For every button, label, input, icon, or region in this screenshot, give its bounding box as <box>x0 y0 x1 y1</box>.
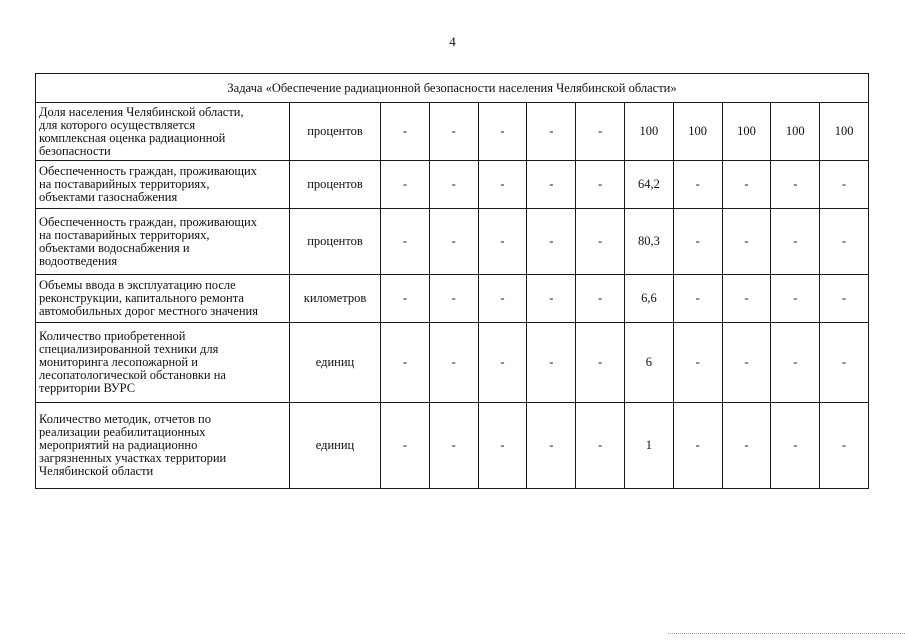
value-cell: - <box>576 403 625 489</box>
indicator-name-line: специализированной техники для <box>39 342 219 356</box>
value-cell: - <box>527 103 576 161</box>
table-row <box>36 323 869 403</box>
unit-cell: процентов <box>290 209 381 275</box>
value-cell: - <box>771 275 820 323</box>
value-cell: - <box>381 275 430 323</box>
value-cell: - <box>722 323 771 403</box>
value-cell: - <box>527 209 576 275</box>
value-cell: 6 <box>624 323 673 403</box>
value-cell: - <box>576 161 625 209</box>
unit-cell: километров <box>290 275 381 323</box>
value-cell: 1 <box>624 403 673 489</box>
indicator-name <box>36 209 290 275</box>
value-cell: - <box>673 323 722 403</box>
indicator-name-line: Доля населения Челябинской области, <box>39 104 244 119</box>
indicator-name-line: реализации реабилитационных <box>39 425 206 439</box>
value-cell: - <box>576 323 625 403</box>
indicator-name-line: Количество приобретенной <box>39 329 186 343</box>
value-cell: 100 <box>722 103 771 161</box>
indicator-name-line: Челябинской области <box>39 464 154 478</box>
value-cell: - <box>381 323 430 403</box>
indicator-name-line: Объемы ввода в эксплуатацию после <box>39 278 236 292</box>
table-row <box>36 103 869 161</box>
unit-cell: процентов <box>290 161 381 209</box>
indicator-name-line: мониторинга лесопожарной и <box>39 355 198 369</box>
table-row <box>36 403 869 489</box>
value-cell: - <box>673 161 722 209</box>
indicator-name <box>36 103 290 161</box>
value-cell: - <box>722 161 771 209</box>
value-cell: - <box>478 403 527 489</box>
value-cell: 64,2 <box>624 161 673 209</box>
value-cell: - <box>771 161 820 209</box>
value-cell: - <box>820 275 869 323</box>
indicator-name-line: для которого осуществляется <box>39 117 196 132</box>
value-cell: - <box>381 209 430 275</box>
value-cell: - <box>429 403 478 489</box>
task-row <box>36 74 869 103</box>
indicator-name <box>36 275 290 323</box>
value-cell: 6,6 <box>624 275 673 323</box>
indicator-name-line: мероприятий на радиационно <box>39 438 198 452</box>
value-cell: - <box>673 209 722 275</box>
value-cell: - <box>673 275 722 323</box>
indicator-name-line: комплексная оценка радиационной <box>39 130 226 145</box>
unit-cell: процентов <box>290 103 381 161</box>
value-cell: - <box>576 209 625 275</box>
indicator-name-line: на поставарийных территориях, <box>39 177 210 191</box>
indicator-name-line: Количество методик, отчетов по <box>39 412 211 426</box>
value-cell: - <box>381 403 430 489</box>
indicator-name-line: Обеспеченность граждан, проживающих <box>39 164 257 178</box>
value-cell: - <box>820 323 869 403</box>
indicator-name-line: водоотведения <box>39 253 118 268</box>
value-cell: - <box>478 103 527 161</box>
value-cell: 100 <box>624 103 673 161</box>
value-cell: - <box>429 103 478 161</box>
value-cell: - <box>771 403 820 489</box>
indicator-name-line: автомобильных дорог местного значения <box>39 304 258 318</box>
value-cell: - <box>381 103 430 161</box>
value-cell: - <box>576 103 625 161</box>
value-cell: 100 <box>820 103 869 161</box>
value-cell: - <box>478 323 527 403</box>
indicator-name-line: территории ВУРС <box>39 381 136 395</box>
indicator-name <box>36 403 290 489</box>
value-cell: - <box>478 275 527 323</box>
value-cell: - <box>527 323 576 403</box>
value-cell: - <box>820 161 869 209</box>
unit-cell: единиц <box>290 323 381 403</box>
value-cell: - <box>429 161 478 209</box>
value-cell: - <box>429 323 478 403</box>
value-cell: - <box>527 161 576 209</box>
value-cell: - <box>771 323 820 403</box>
indicator-name <box>36 161 290 209</box>
task-title: Задача «Обеспечение радиационной безопасности населения Челябинской области» <box>36 74 869 103</box>
table-row <box>36 161 869 209</box>
indicator-name-line: объектами водоснабжения и <box>39 240 190 255</box>
indicator-name-line: лесопатологической обстановки на <box>39 368 226 382</box>
page-number: 4 <box>449 34 456 49</box>
value-cell: - <box>820 403 869 489</box>
indicator-name <box>36 323 290 403</box>
value-cell: - <box>527 403 576 489</box>
value-cell: - <box>527 275 576 323</box>
indicator-name-line: на поставарийных территориях, <box>39 227 210 242</box>
value-cell: 100 <box>771 103 820 161</box>
indicator-name-line: Обеспеченность граждан, проживающих <box>39 214 257 229</box>
indicators-table <box>35 73 869 489</box>
value-cell: 80,3 <box>624 209 673 275</box>
indicator-name-line: объектами газоснабжения <box>39 190 178 204</box>
value-cell: 100 <box>673 103 722 161</box>
value-cell: - <box>429 275 478 323</box>
indicator-name-line: загрязненных участках территории <box>39 451 227 465</box>
value-cell: - <box>673 403 722 489</box>
value-cell: - <box>771 209 820 275</box>
value-cell: - <box>576 275 625 323</box>
value-cell: - <box>820 209 869 275</box>
table-row <box>36 275 869 323</box>
value-cell: - <box>381 161 430 209</box>
page-bottom-rule <box>668 633 905 634</box>
unit-cell: единиц <box>290 403 381 489</box>
value-cell: - <box>722 209 771 275</box>
value-cell: - <box>722 403 771 489</box>
value-cell: - <box>722 275 771 323</box>
value-cell: - <box>429 209 478 275</box>
value-cell: - <box>478 161 527 209</box>
table-row <box>36 209 869 275</box>
indicator-name-line: безопасности <box>39 143 111 158</box>
value-cell: - <box>478 209 527 275</box>
indicator-name-line: реконструкции, капитального ремонта <box>39 291 244 305</box>
